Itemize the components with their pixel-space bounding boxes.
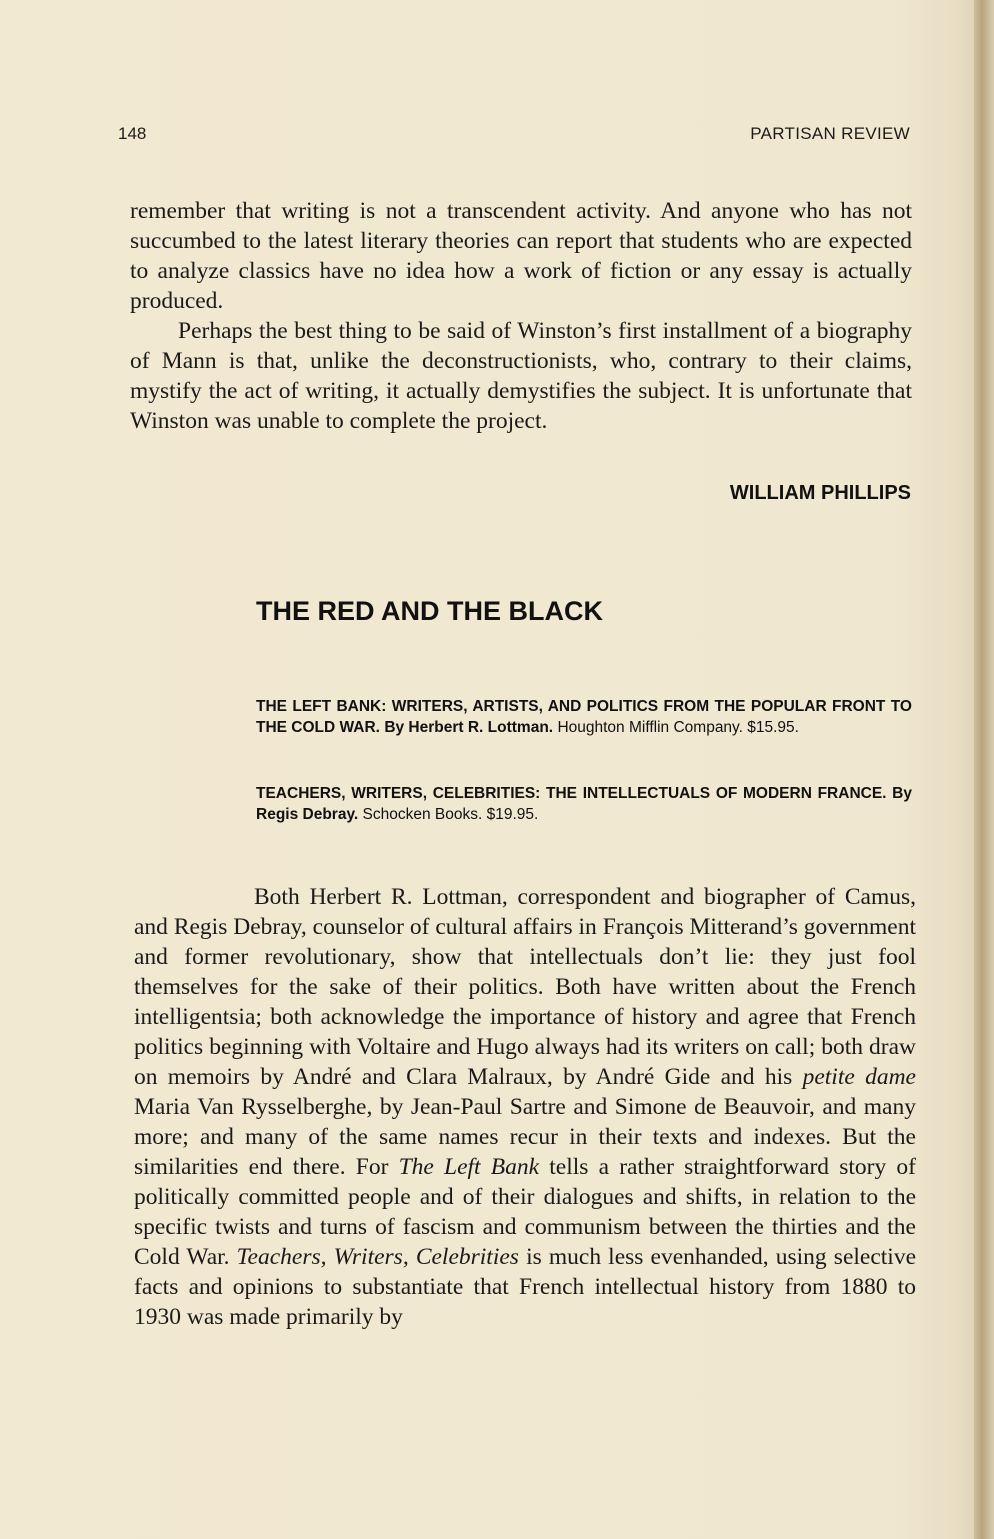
italic-phrase: petite dame <box>802 1064 916 1090</box>
book-author: By Herbert R. Lottman. <box>384 719 554 736</box>
book-publisher: Schocken Books. $19.95. <box>362 806 539 823</box>
review-paragraph <box>134 882 916 1332</box>
book-entry-left-bank <box>256 696 912 738</box>
italic-book-title: Teachers, Writers, Celebrities <box>236 1244 519 1270</box>
running-head: PARTISAN REVIEW <box>750 124 910 143</box>
intro-text <box>130 196 912 436</box>
book-author: By Regis Debray. <box>256 785 912 823</box>
book-title: THE LEFT BANK: WRITERS, ARTISTS, AND POLITICS FROM THE POPULAR FRONT TO THE COLD WAR. <box>256 698 912 736</box>
review-body <box>134 882 916 1332</box>
book-title: TEACHERS, WRITERS, CELEBRITIES: THE INTELLECTUALS OF MODERN FRANCE. <box>256 785 887 802</box>
italic-book-title: The Left Bank <box>398 1154 540 1180</box>
review-text-segment: Both Herbert R. Lottman, correspondent and biographer of Camus, and Regis Debray, counselor of cultural affairs in François Mitterand’s government and former revolutionary, show that intellectuals don’t lie: they just fool themselves for the sake of their politics. Both have written about the French intelligentsia; both acknowledge the importance of history and agree that French politics beginning with Voltaire and Hugo always had its writers on call; both draw on memoirs by André and Clara Malraux, by André Gide and his <box>134 884 916 1090</box>
review-text-segment: is much less evenhanded, using selective facts and opinions to substantiate that French intellectual history from 1880 to 1930 was made primarily by <box>134 1244 916 1330</box>
review-text-segment: tells a rather straightforward story of politically committed people and of their dialogues and shifts, in relation to the specific twists and turns of fascism and communism between the thirties and the Cold War. <box>134 1154 916 1270</box>
page-edge-shadow <box>974 0 994 1539</box>
book-publisher: Houghton Mifflin Company. $15.95. <box>557 719 799 736</box>
intro-paragraph-2: Perhaps the best thing to be said of Winston’s first installment of a biography of Mann is that, unlike the deconstructionists, who, contrary to their claims, mystify the act of writing, it actually demystifies the subject. It is unfortunate that Winston was unable to complete the project. <box>130 318 912 434</box>
book-entry-teachers-writers <box>256 783 912 825</box>
page-number: 148 <box>118 124 147 143</box>
author-signature: WILLIAM PHILLIPS <box>729 482 911 504</box>
intro-paragraph-1: remember that writing is not a transcendent activity. And anyone who has not succumbed to the latest literary theories can report that students who are expected to analyze classics have no idea how a work of fiction or any essay is actually produced. <box>130 198 912 314</box>
section-title: THE RED AND THE BLACK <box>256 596 603 626</box>
review-text-segment: Maria Van Rysselberghe, by Jean-Paul Sartre and Simone de Beauvoir, and many more; and many of the same names recur in their texts and indexes. But the similarities end there. For <box>134 1094 916 1180</box>
